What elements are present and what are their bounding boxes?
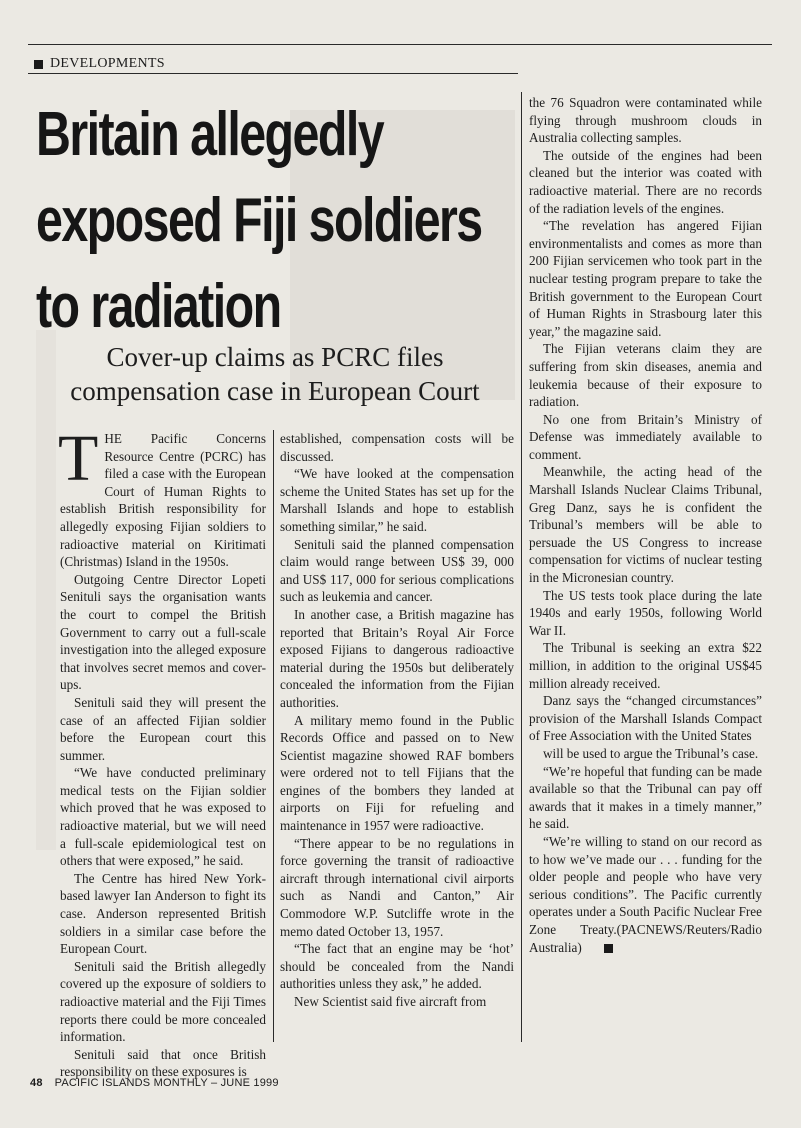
section-rule	[28, 73, 518, 74]
paragraph: Senituli said that once British responsibility on these exposures is	[60, 1046, 266, 1080]
paragraph: No one from Britain’s Ministry of Defense was immediately available to comment.	[529, 411, 762, 462]
subhead-line-2: compensation case in European Court	[70, 376, 480, 406]
paragraph: A military memo found in the Public Records Office and passed on to New Scientist magazine showed RAF bombers were ordered not to tell Fijians that the engines of the bombers they landed at airports on Fiji for refueling and maintenance in 1957 were radioactive.	[280, 712, 514, 834]
paragraph: “We have looked at the compensation scheme the United States has set up for the Marshall Islands and hope to establish something similar,” he said.	[280, 466, 514, 534]
top-rule	[28, 44, 772, 45]
paragraph: Senituli said the planned compensation claim would range between US$ 39, 000 and US$ 117, 000 for serious complications such as leukemia and cancer.	[280, 536, 514, 605]
paragraph: Danz says the “changed circumstances” provision of the Marshall Islands Compact of Free Association with the United States	[529, 693, 762, 744]
section-label	[34, 56, 165, 72]
headline-line-3: to radiation	[36, 272, 281, 341]
paragraph: the 76 Squadron were contaminated while flying through mushroom clouds in Australia collecting samples.	[529, 95, 762, 146]
article-column-2	[280, 430, 514, 1011]
column-rule-1	[273, 430, 274, 1042]
paragraph: “There appear to be no regulations in force governing the transit of radioactive aircraft through international civil airports such as Nandi and Canton,” Air Commodore W.P. Sutcliffe wrote in the memo dated October 13, 1957.	[280, 835, 514, 939]
column-rule-2	[521, 92, 522, 1042]
paragraph: In another case, a British magazine has reported that Britain’s Royal Air Force exposed Fijians to dangerous radioactive material during the 1950s but deliberately concealed the information from the Fijian authorities.	[280, 606, 514, 710]
paragraph: The Fijian veterans claim they are suffering from skin diseases, anemia and leukemia because of their exposure to radiation.	[529, 341, 762, 410]
headline	[36, 92, 520, 350]
paragraph: New Scientist said five aircraft from	[294, 994, 487, 1009]
paragraph: The Tribunal is seeking an extra $22 million, in addition to the original US$45 million already received.	[529, 640, 762, 691]
paragraph: The Centre has hired New York-based lawyer Ian Anderson to fight its case. Anderson represented British soldiers in a similar case before the European Court.	[60, 870, 266, 957]
paragraph: Outgoing Centre Director Lopeti Senituli says the organisation wants the court to compel the British Government to carry out a full-scale investigation into the alleged exposure that involves secret memos and cover-ups.	[60, 571, 266, 693]
paragraph: “We have conducted preliminary medical tests on the Fijian soldier which proved that he was exposed to radioactive material, but we will need a full-scale epidemiological test on others that were exposed,” he said.	[60, 765, 266, 869]
paragraph: “The fact that an engine may be ‘hot’ should be concealed from the Nandi authorities unless they ask,” he added.	[280, 941, 514, 992]
paragraph: The US tests took place during the late 1940s and early 1950s, following World War II.	[529, 587, 762, 638]
drop-cap: T	[58, 422, 99, 495]
headline-line-1: Britain allegedly	[36, 100, 384, 169]
square-bullet-icon	[34, 60, 43, 69]
paragraph: Meanwhile, the acting head of the Marshall Islands Nuclear Claims Tribunal, Greg Danz, says he is confident the Tribunal’s members will be able to persuade the US Congress to increase compensation for victims of nuclear testing in the Micronesian country.	[529, 464, 762, 586]
paragraph: will be used to argue the Tribunal’s case.	[543, 745, 759, 761]
paragraph: “We’re willing to stand on our record as to how we’ve made our . . . funding for the older people and people who have very serious conditions”. The Pacific currently operates under a South Pacific Nuclear Free Zone Treaty.(PACNEWS/Reuters/Radio Australia)	[529, 833, 762, 955]
publication-line: PACIFIC ISLANDS MONTHLY – JUNE 1999	[54, 1077, 279, 1089]
paragraph: established, compensation costs will be discussed.	[280, 431, 514, 464]
page-number: 48	[30, 1077, 43, 1089]
paragraph: “The revelation has angered Fijian environmentalists and comes as more than 200 Fijian servicemen who took part in the nuclear testing program prepare to take the British government to the European Court of Human Rights in Strasbourg later this year,” the magazine said.	[529, 218, 762, 339]
section-label-text: DEVELOPMENTS	[50, 56, 165, 71]
article-column-1	[58, 422, 266, 1081]
paragraph: The outside of the engines had been cleaned but the interior was coated with radioactive material. There are no records of the radiation levels of the engines.	[529, 147, 762, 216]
show-through-shade-left	[36, 330, 56, 850]
headline-line-2: exposed Fiji soldiers	[36, 186, 482, 255]
subheadline	[40, 340, 510, 408]
paragraph: “We’re hopeful that funding can be made available so that the Tribunal can pay off awards that it makes in a timely manner,” he said.	[529, 763, 762, 832]
paragraph: THE Pacific Concerns Resource Centre (PCRC) has filed a case with the European Court of Human Rights to establish British responsibility for allegedly exposing Fijian soldiers to radioactive material on Kiritimati (Christmas) Island in the 1950s.	[58, 422, 266, 570]
article-column-3	[529, 94, 762, 956]
page-footer	[30, 1077, 279, 1089]
end-mark-icon	[604, 944, 613, 953]
paragraph: Senituli said the British allegedly covered up the exposure of soldiers to radioactive material and the Fiji Times reports there could be more concealed information.	[60, 958, 266, 1045]
subhead-line-1: Cover-up claims as PCRC files	[106, 342, 444, 372]
paragraph: Senituli said they will present the case of an affected Fijian soldier before the European court this summer.	[60, 694, 266, 763]
